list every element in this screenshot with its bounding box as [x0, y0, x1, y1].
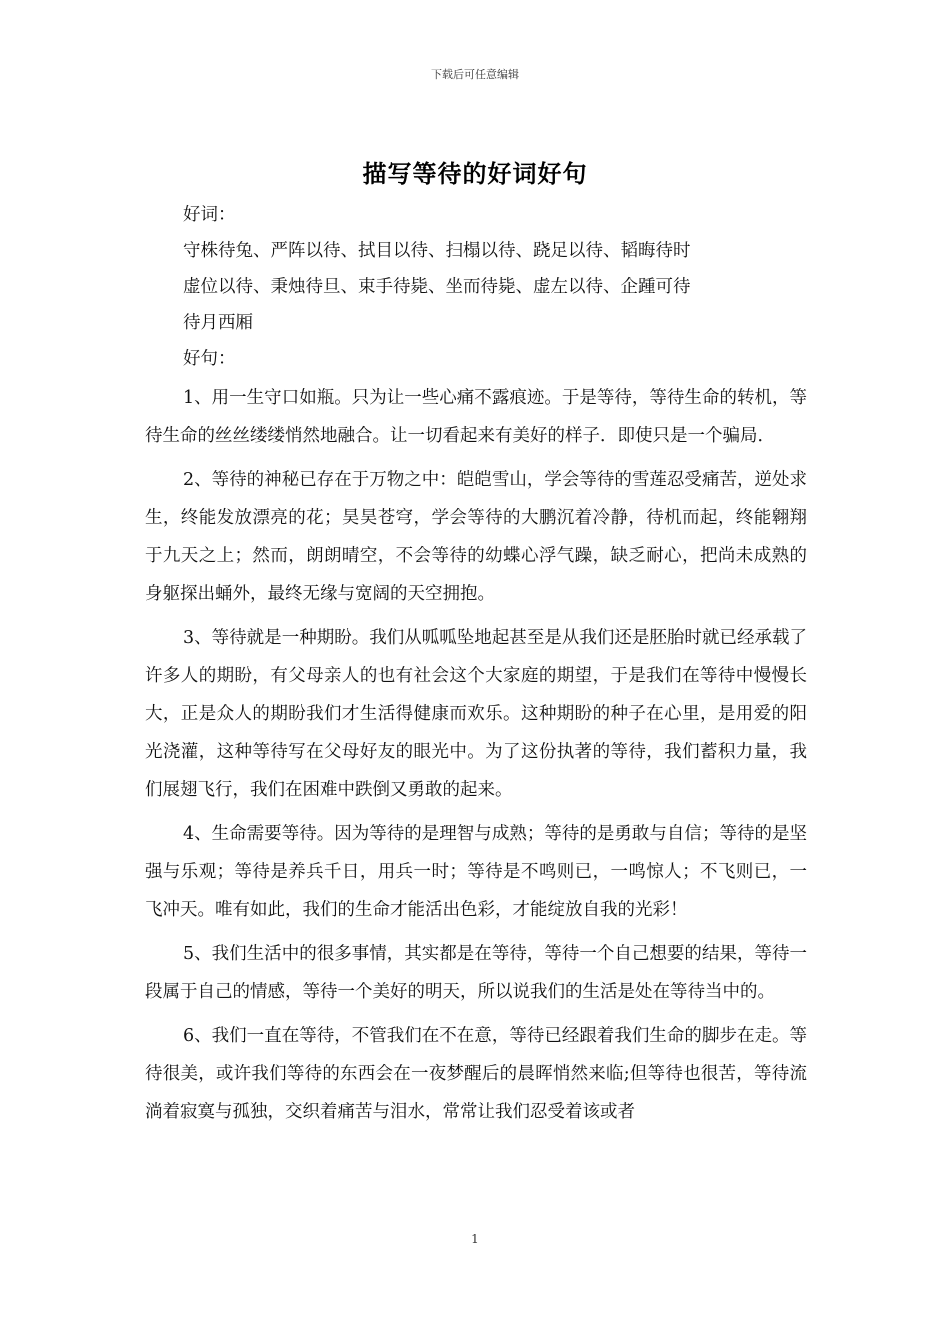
words-line: 虚位以待、秉烛待旦、束手待毙、坐而待毙、虚左以待、企踵可待: [183, 277, 691, 297]
sentence-paragraph: 5、我们生活中的很多事情，其实都是在等待，等待一个自己想要的结果，等待一段属于自己的情感，等待一个美好的明天，所以说我们的生活是处在等待当中的。: [145, 944, 807, 1002]
words-line: 待月西厢: [183, 313, 253, 333]
sentence-paragraph: 3、等待就是一种期盼。我们从呱呱坠地起甚至是从我们还是胚胎时就已经承载了许多人的期盼，有父母亲人的也有社会这个大家庭的期望，于是我们在等待中慢慢长大，正是众人的期盼我们才生活得健康而欢乐。这种期盼的种子在心里，是用爱的阳光浇灌，这种等待写在父母好友的眼光中。为了这份执著的等待，我们蓄积力量，我们展翅飞行，我们在困难中跌倒又勇敢的起来。: [145, 628, 807, 800]
sentences-label: 好句：: [183, 349, 236, 369]
sentence-paragraph: 6、我们一直在等待，不管我们在不在意，等待已经跟着我们生命的脚步在走。等待很美，或许我们等待的东西会在一夜梦醒后的晨晖悄然来临;但等待也很苦，等待流淌着寂寞与孤独，交织着痛苦与泪水，常常让我们忍受着该或者: [145, 1026, 807, 1122]
page-number: 1: [471, 1232, 479, 1246]
document-title: 描写等待的好词好句: [362, 159, 588, 188]
sentence-paragraph: 1、用一生守口如瓶。只为让一些心痛不露痕迹。于是等待，等待生命的转机，等待生命的丝丝缕缕悄然地融合。让一切看起来有美好的样子．即使只是一个骗局．: [145, 388, 807, 446]
words-label: 好词：: [183, 205, 236, 225]
sentence-paragraph: 4、生命需要等待。因为等待的是理智与成熟；等待的是勇敢与自信；等待的是坚强与乐观；等待是养兵千日，用兵一时；等待是不鸣则已，一鸣惊人；不飞则已，一飞冲天。唯有如此，我们的生命才能活出色彩，才能绽放自我的光彩！: [145, 824, 807, 920]
document-body: [145, 197, 807, 1131]
page-header: 下载后可任意编辑: [431, 68, 519, 81]
words-line: 守株待兔、严阵以待、拭目以待、扫榻以待、跷足以待、韬晦待时: [183, 241, 691, 261]
sentence-paragraph: 2、等待的神秘已存在于万物之中：皑皑雪山，学会等待的雪莲忍受痛苦，逆处求生，终能发放漂亮的花；昊昊苍穹，学会等待的大鹏沉着冷静，待机而起，终能翱翔于九天之上；然而，朗朗晴空，不会等待的幼蝶心浮气躁，缺乏耐心，把尚未成熟的身躯探出蛹外，最终无缘与宽阔的天空拥抱。: [145, 470, 807, 604]
